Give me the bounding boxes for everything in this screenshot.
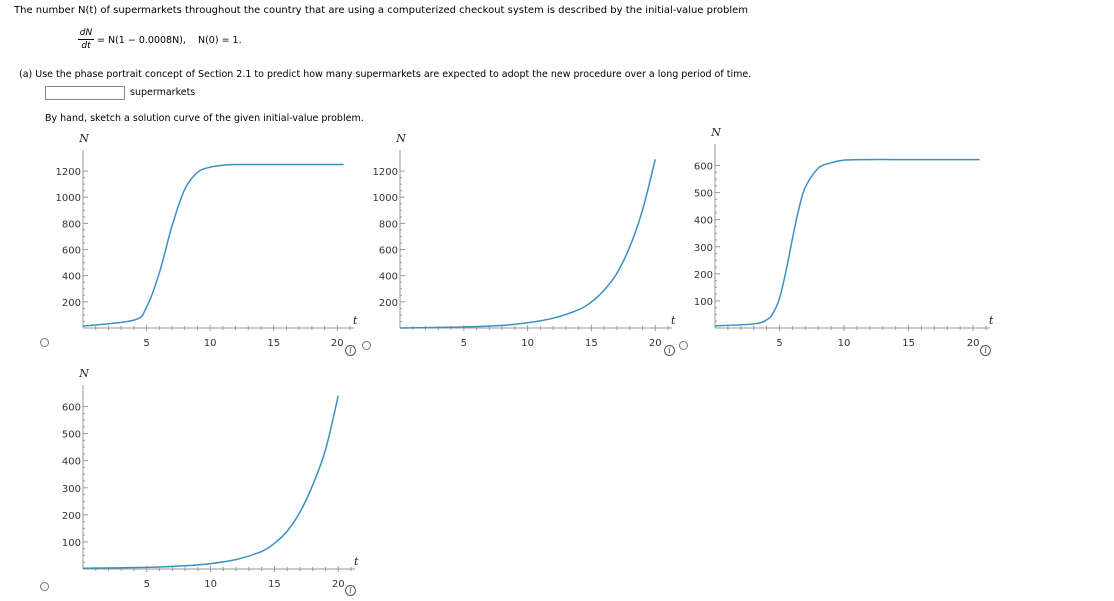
y-tick-label: 400	[693, 215, 713, 227]
info-icon[interactable]: i	[980, 345, 991, 356]
solution-curve	[715, 160, 980, 326]
y-tick-label: 200	[61, 297, 81, 309]
derivative-denominator: dt	[81, 41, 91, 51]
unit-label: supermarkets	[130, 87, 196, 98]
derivative-fraction	[78, 28, 94, 51]
derivative-numerator: dN	[79, 28, 93, 38]
y-tick-label: 200	[693, 269, 713, 281]
y-tick-label: 1200	[372, 167, 398, 179]
x-tick-label: 15	[268, 579, 281, 590]
x-tick-label: 5	[143, 338, 150, 349]
x-tick-label: 5	[143, 579, 150, 590]
x-axis-label: t	[989, 314, 994, 327]
y-tick-label: 400	[378, 271, 398, 283]
y-tick-label: 600	[61, 245, 81, 257]
answer-input[interactable]	[45, 86, 125, 100]
graph-1	[30, 132, 360, 360]
y-tick-label: 500	[693, 188, 713, 200]
y-axis-label: N	[79, 367, 89, 380]
y-tick-label: 1200	[55, 167, 81, 179]
y-tick-label: 400	[61, 456, 81, 468]
y-tick-label: 200	[61, 510, 81, 522]
x-tick-label: 5	[460, 338, 467, 349]
y-tick-label: 100	[61, 537, 81, 549]
y-tick-label: 600	[378, 245, 398, 257]
x-tick-label: 20	[966, 338, 980, 349]
y-axis-label: N	[711, 126, 721, 139]
y-axis-label: N	[79, 132, 89, 145]
x-axis-label: t	[671, 314, 676, 327]
x-tick-label: 20	[648, 338, 662, 349]
y-tick-label: 600	[693, 161, 713, 173]
y-tick-label: 400	[61, 271, 81, 283]
x-tick-label: 15	[585, 338, 598, 349]
solution-curve	[83, 396, 338, 568]
y-tick-label: 1000	[372, 193, 398, 205]
y-tick-label: 800	[378, 219, 398, 231]
info-icon[interactable]: i	[664, 345, 675, 356]
info-icon[interactable]: i	[345, 585, 356, 596]
graph-4	[30, 367, 360, 597]
y-tick-label: 300	[61, 483, 81, 495]
x-tick-label: 10	[204, 579, 217, 590]
y-tick-label: 100	[693, 296, 713, 308]
info-icon[interactable]: i	[345, 345, 356, 356]
problem-intro: The number N(t) of supermarkets throughout the country that are using a computerized checkout system is described by the initial-value problem	[14, 5, 749, 16]
y-tick-label: 500	[61, 429, 81, 441]
equation-rhs: = N(1 − 0.0008N), N(0) = 1.	[97, 35, 242, 46]
x-tick-label: 10	[203, 338, 217, 349]
graph-3	[665, 128, 995, 358]
x-axis-label: t	[353, 314, 358, 327]
sketch-instruction: By hand, sketch a solution curve of the given initial-value problem.	[45, 113, 364, 124]
x-tick-label: 15	[902, 338, 915, 349]
x-tick-label: 20	[330, 338, 344, 349]
y-tick-label: 300	[693, 242, 713, 254]
x-tick-label: 10	[837, 338, 851, 349]
x-tick-label: 20	[331, 579, 345, 590]
y-tick-label: 1000	[55, 193, 81, 205]
y-tick-label: 200	[378, 297, 398, 309]
part-a-question: (a) Use the phase portrait concept of Section 2.1 to predict how many supermarkets are expected to adopt the new procedure over a long period of time.	[19, 69, 752, 80]
y-axis-label: N	[396, 132, 406, 145]
y-tick-label: 600	[61, 402, 81, 414]
solution-curve	[400, 159, 655, 328]
graph-2	[345, 132, 676, 360]
x-axis-label: t	[354, 555, 359, 568]
x-tick-label: 15	[267, 338, 281, 349]
x-tick-label: 5	[776, 338, 783, 349]
x-tick-label: 10	[521, 338, 534, 349]
solution-curve	[83, 164, 344, 326]
y-tick-label: 800	[61, 219, 81, 231]
